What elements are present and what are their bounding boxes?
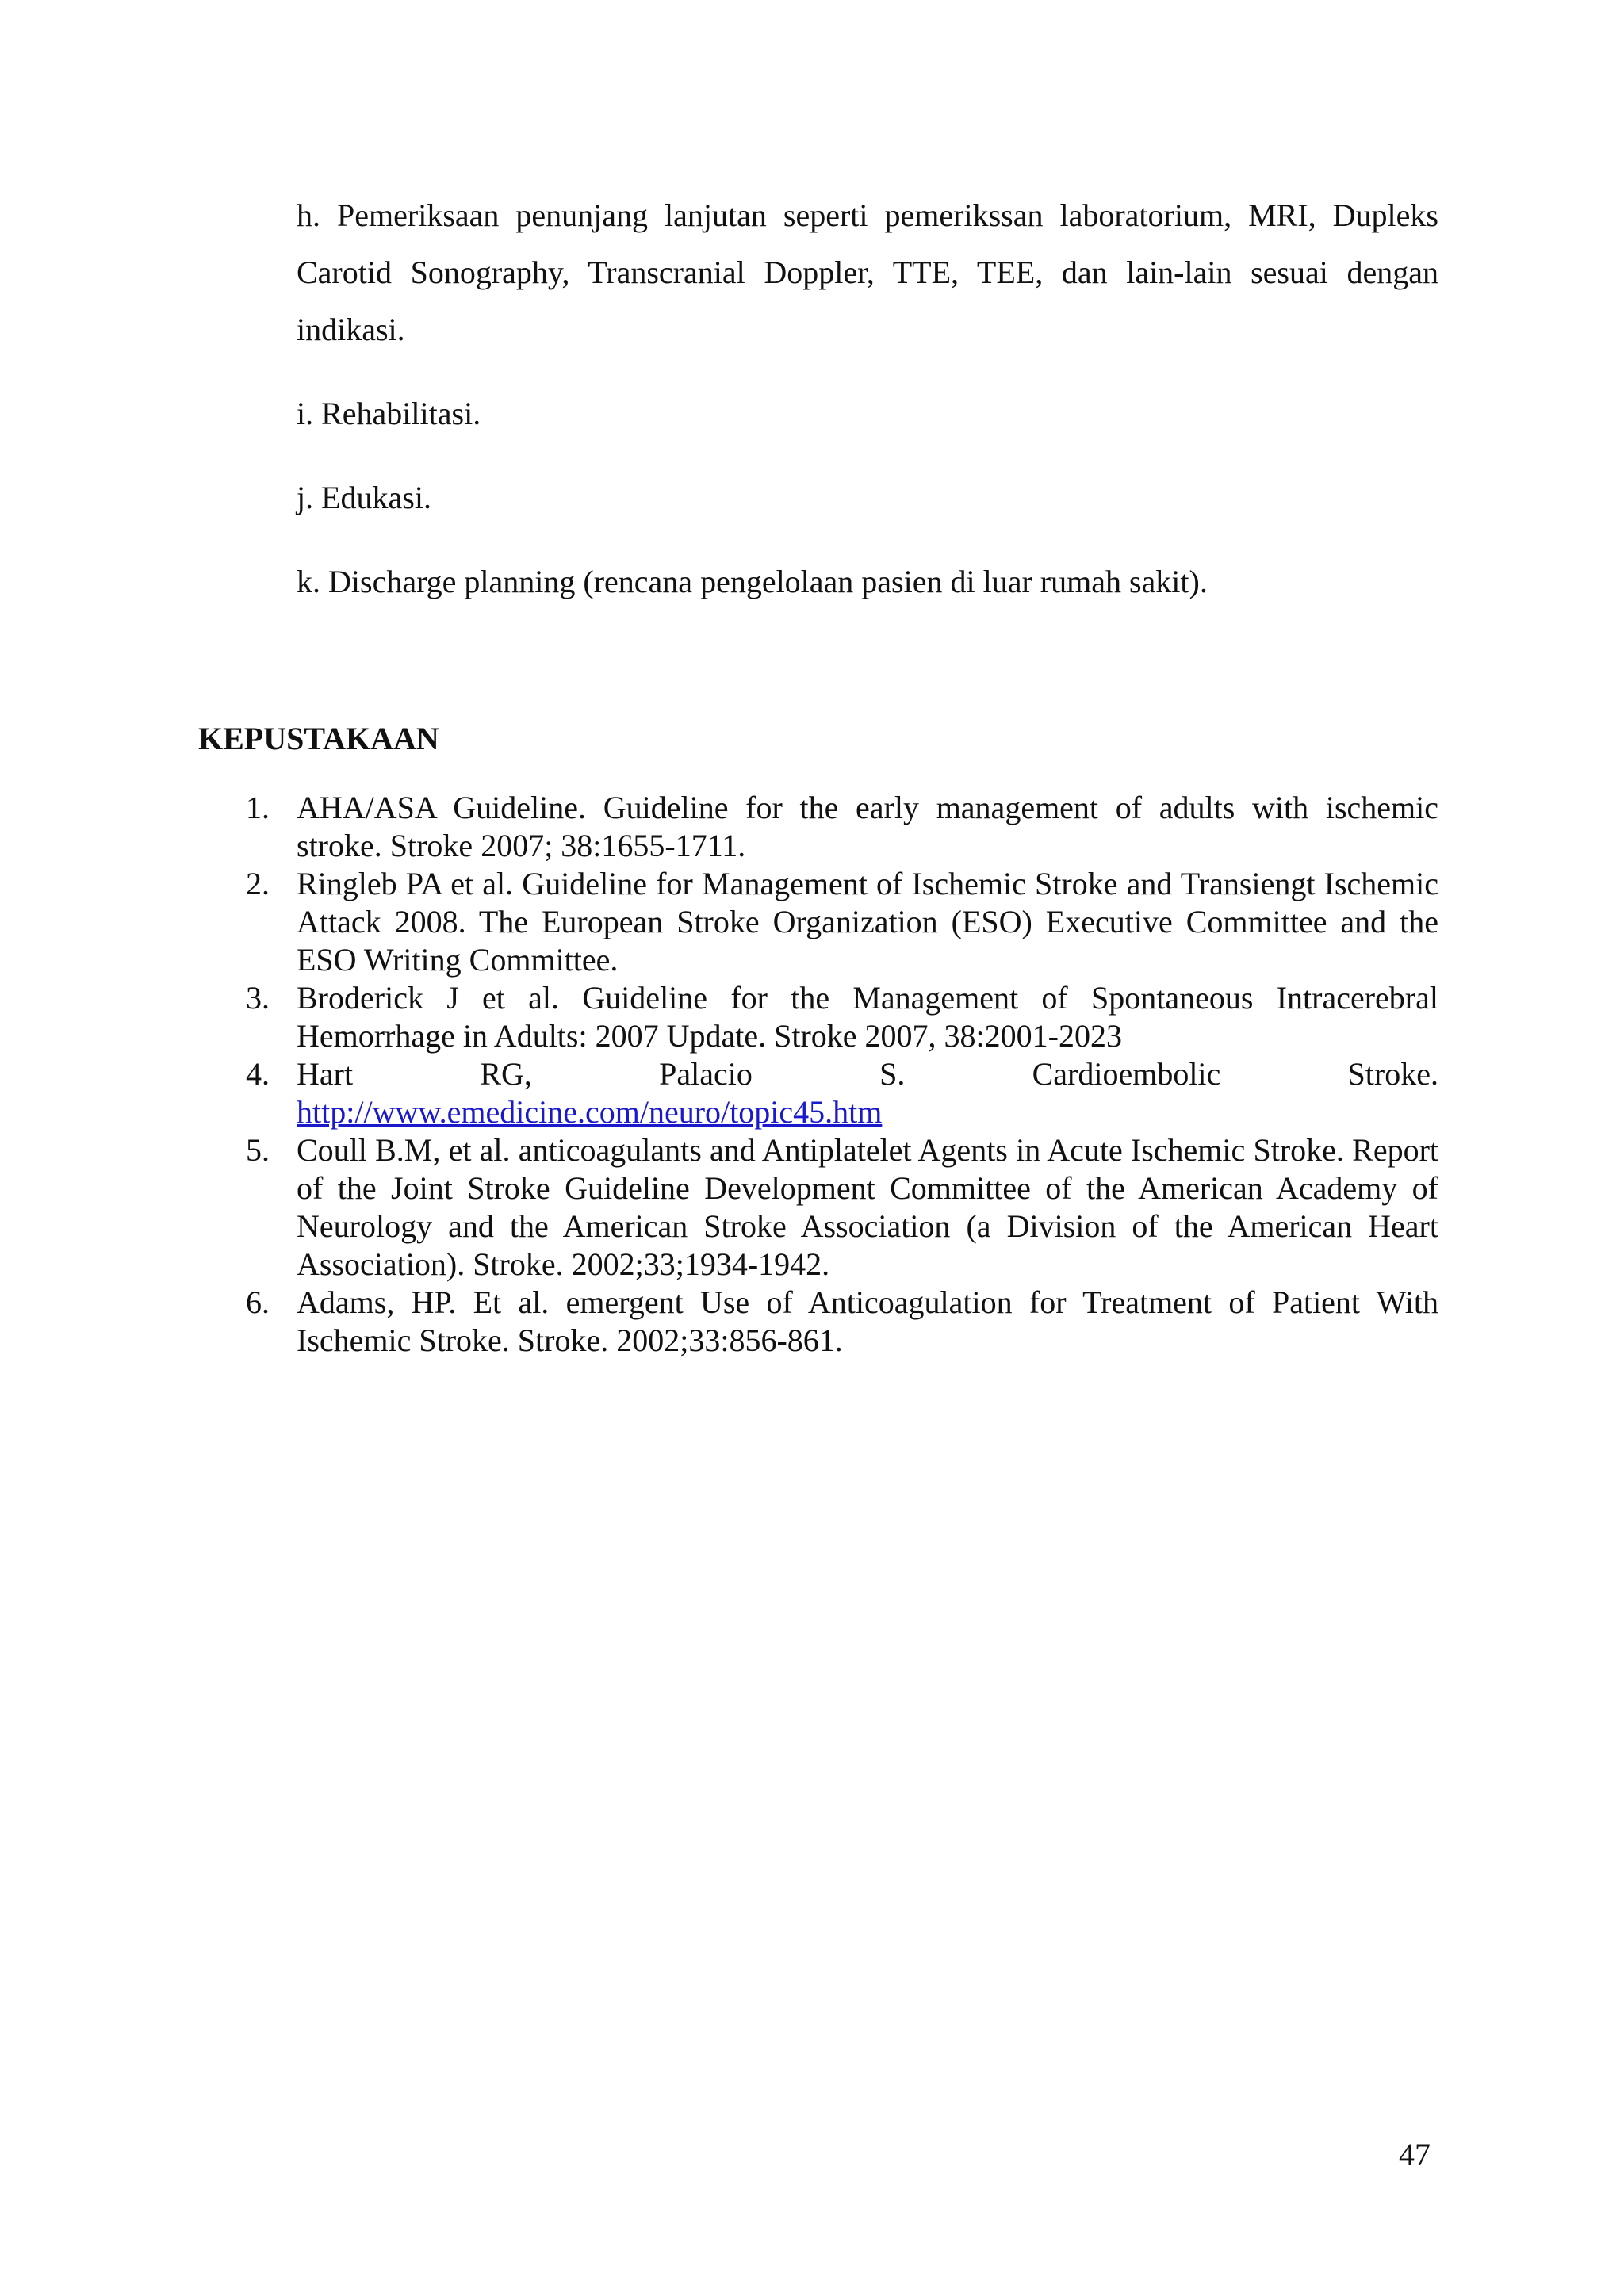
list-item-h: h. Pemeriksaan penunjang lanjutan seperti pemerikssan laboratorium, MRI, Dupleks Carotid Sonography, Transcranial Doppler, TTE, TEE, dan lain-lain sesuai dengan indikasi. — [297, 197, 1438, 347]
page-number: 47 — [1399, 2137, 1431, 2172]
reference-item — [198, 789, 1438, 865]
reference-link[interactable]: http://www.emedicine.com/neuro/topic45.htm — [297, 1094, 883, 1130]
reference-word: Hart — [297, 1056, 354, 1092]
reference-number: 2. — [246, 866, 270, 901]
reference-number: 6. — [246, 1284, 270, 1320]
reference-text: Ringleb PA et al. Guideline for Management of Ischemic Stroke and Transiengt Ischemic Attack 2008. The European Stroke Organization (ESO) Executive Committee and the ESO Writing Committee. — [297, 866, 1438, 978]
reference-word: RG, — [480, 1056, 532, 1092]
reference-word: Palacio — [659, 1056, 753, 1092]
reference-item — [198, 979, 1438, 1055]
reference-item — [198, 1055, 1438, 1131]
reference-text — [297, 1055, 1438, 1093]
list-item-k: k. Discharge planning (rencana pengelolaan pasien di luar rumah sakit). — [297, 564, 1208, 599]
section-heading: KEPUSTAKAAN — [198, 721, 439, 756]
reference-item — [198, 1131, 1438, 1284]
reference-word: S. — [879, 1056, 906, 1092]
reference-number: 4. — [246, 1056, 270, 1092]
reference-word: Cardioembolic — [1032, 1056, 1221, 1092]
reference-number: 5. — [246, 1132, 270, 1168]
list-item-i: i. Rehabilitasi. — [297, 396, 481, 431]
reference-word: Stroke. — [1347, 1056, 1438, 1092]
reference-number: 1. — [246, 790, 270, 825]
reference-number: 3. — [246, 980, 270, 1016]
reference-text: Adams, HP. Et al. emergent Use of Anticoagulation for Treatment of Patient With Ischemic Stroke. Stroke. 2002;33:856-861. — [297, 1284, 1438, 1358]
reference-item — [198, 1284, 1438, 1360]
continued-list — [297, 187, 1438, 610]
reference-item — [198, 865, 1438, 979]
reference-list — [198, 789, 1438, 1360]
reference-text: Broderick J et al. Guideline for the Management of Spontaneous Intracerebral Hemorrhage in Adults: 2007 Update. Stroke 2007, 38:2001-2023 — [297, 980, 1438, 1054]
reference-text: Coull B.M, et al. anticoagulants and Antiplatelet Agents in Acute Ischemic Stroke. Report of the Joint Stroke Guideline Development Committee of the American Academy of Neurology and the American Stroke Association (a Division of the American Heart Association). Stroke. 2002;33;1934-1942. — [297, 1132, 1438, 1282]
reference-text: AHA/ASA Guideline. Guideline for the early management of adults with ischemic stroke. Stroke 2007; 38:1655-1711. — [297, 790, 1438, 863]
list-item-j: j. Edukasi. — [297, 480, 431, 515]
